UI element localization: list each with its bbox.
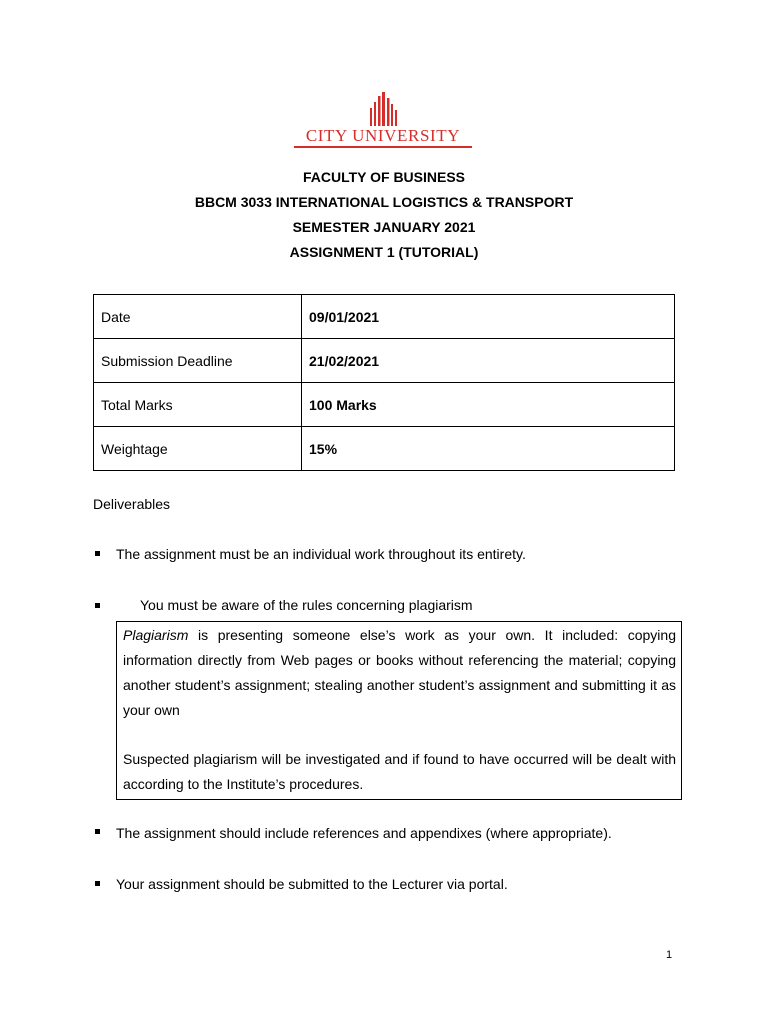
bullet-icon bbox=[95, 603, 100, 608]
plagiarism-definition bbox=[123, 623, 676, 723]
semester-heading: SEMESTER JANUARY 2021 bbox=[292, 219, 476, 235]
deliverables-title: Deliverables bbox=[93, 496, 171, 512]
plagiarism-term: Plagiarism bbox=[123, 627, 189, 643]
table-label: Total Marks bbox=[94, 383, 302, 427]
city-university-logo bbox=[292, 92, 474, 152]
assignment-heading: ASSIGNMENT 1 (TUTORIAL) bbox=[289, 244, 479, 260]
plagiarism-warning: Suspected plagiarism will be investigated and if found to have occurred will be dealt with according to the Institute’s procedures. bbox=[123, 751, 676, 792]
table-row bbox=[94, 427, 675, 471]
logo-underline bbox=[294, 146, 472, 148]
table-row bbox=[94, 339, 675, 383]
table-label: Date bbox=[94, 295, 302, 339]
assignment-info-table bbox=[93, 294, 675, 471]
course-heading: BBCM 3033 INTERNATIONAL LOGISTICS & TRANSPORT bbox=[194, 194, 574, 210]
table-value: 15% bbox=[302, 427, 675, 471]
bullet-plagiarism-rules: You must be aware of the rules concerning plagiarism bbox=[140, 597, 473, 613]
bullet-icon bbox=[95, 881, 100, 886]
page-number: 1 bbox=[666, 949, 673, 961]
bullet-individual-work: The assignment must be an individual work throughout its entirety. bbox=[116, 546, 526, 562]
table-row bbox=[94, 383, 675, 427]
table-value: 09/01/2021 bbox=[302, 295, 675, 339]
bullet-submission: Your assignment should be submitted to the Lecturer via portal. bbox=[116, 876, 508, 892]
bullet-icon bbox=[95, 551, 100, 556]
plagiarism-notice-box bbox=[116, 621, 682, 800]
table-label: Weightage bbox=[94, 427, 302, 471]
table-value: 21/02/2021 bbox=[302, 339, 675, 383]
bullet-icon bbox=[95, 829, 100, 834]
plagiarism-definition-text: is presenting someone else’s work as your own. It included: copying information directly from Web pages or books without referencing the material; copying another student’s assignment; stealing another student’s assignment and submitting it as your own bbox=[123, 627, 676, 718]
bullet-references: The assignment should include references and appendixes (where appropriate). bbox=[116, 825, 612, 841]
table-row bbox=[94, 295, 675, 339]
faculty-heading: FACULTY OF BUSINESS bbox=[302, 169, 466, 185]
building-icon bbox=[292, 92, 474, 128]
table-label: Submission Deadline bbox=[94, 339, 302, 383]
logo-text: CITY UNIVERSITY bbox=[305, 126, 461, 145]
table-value: 100 Marks bbox=[302, 383, 675, 427]
